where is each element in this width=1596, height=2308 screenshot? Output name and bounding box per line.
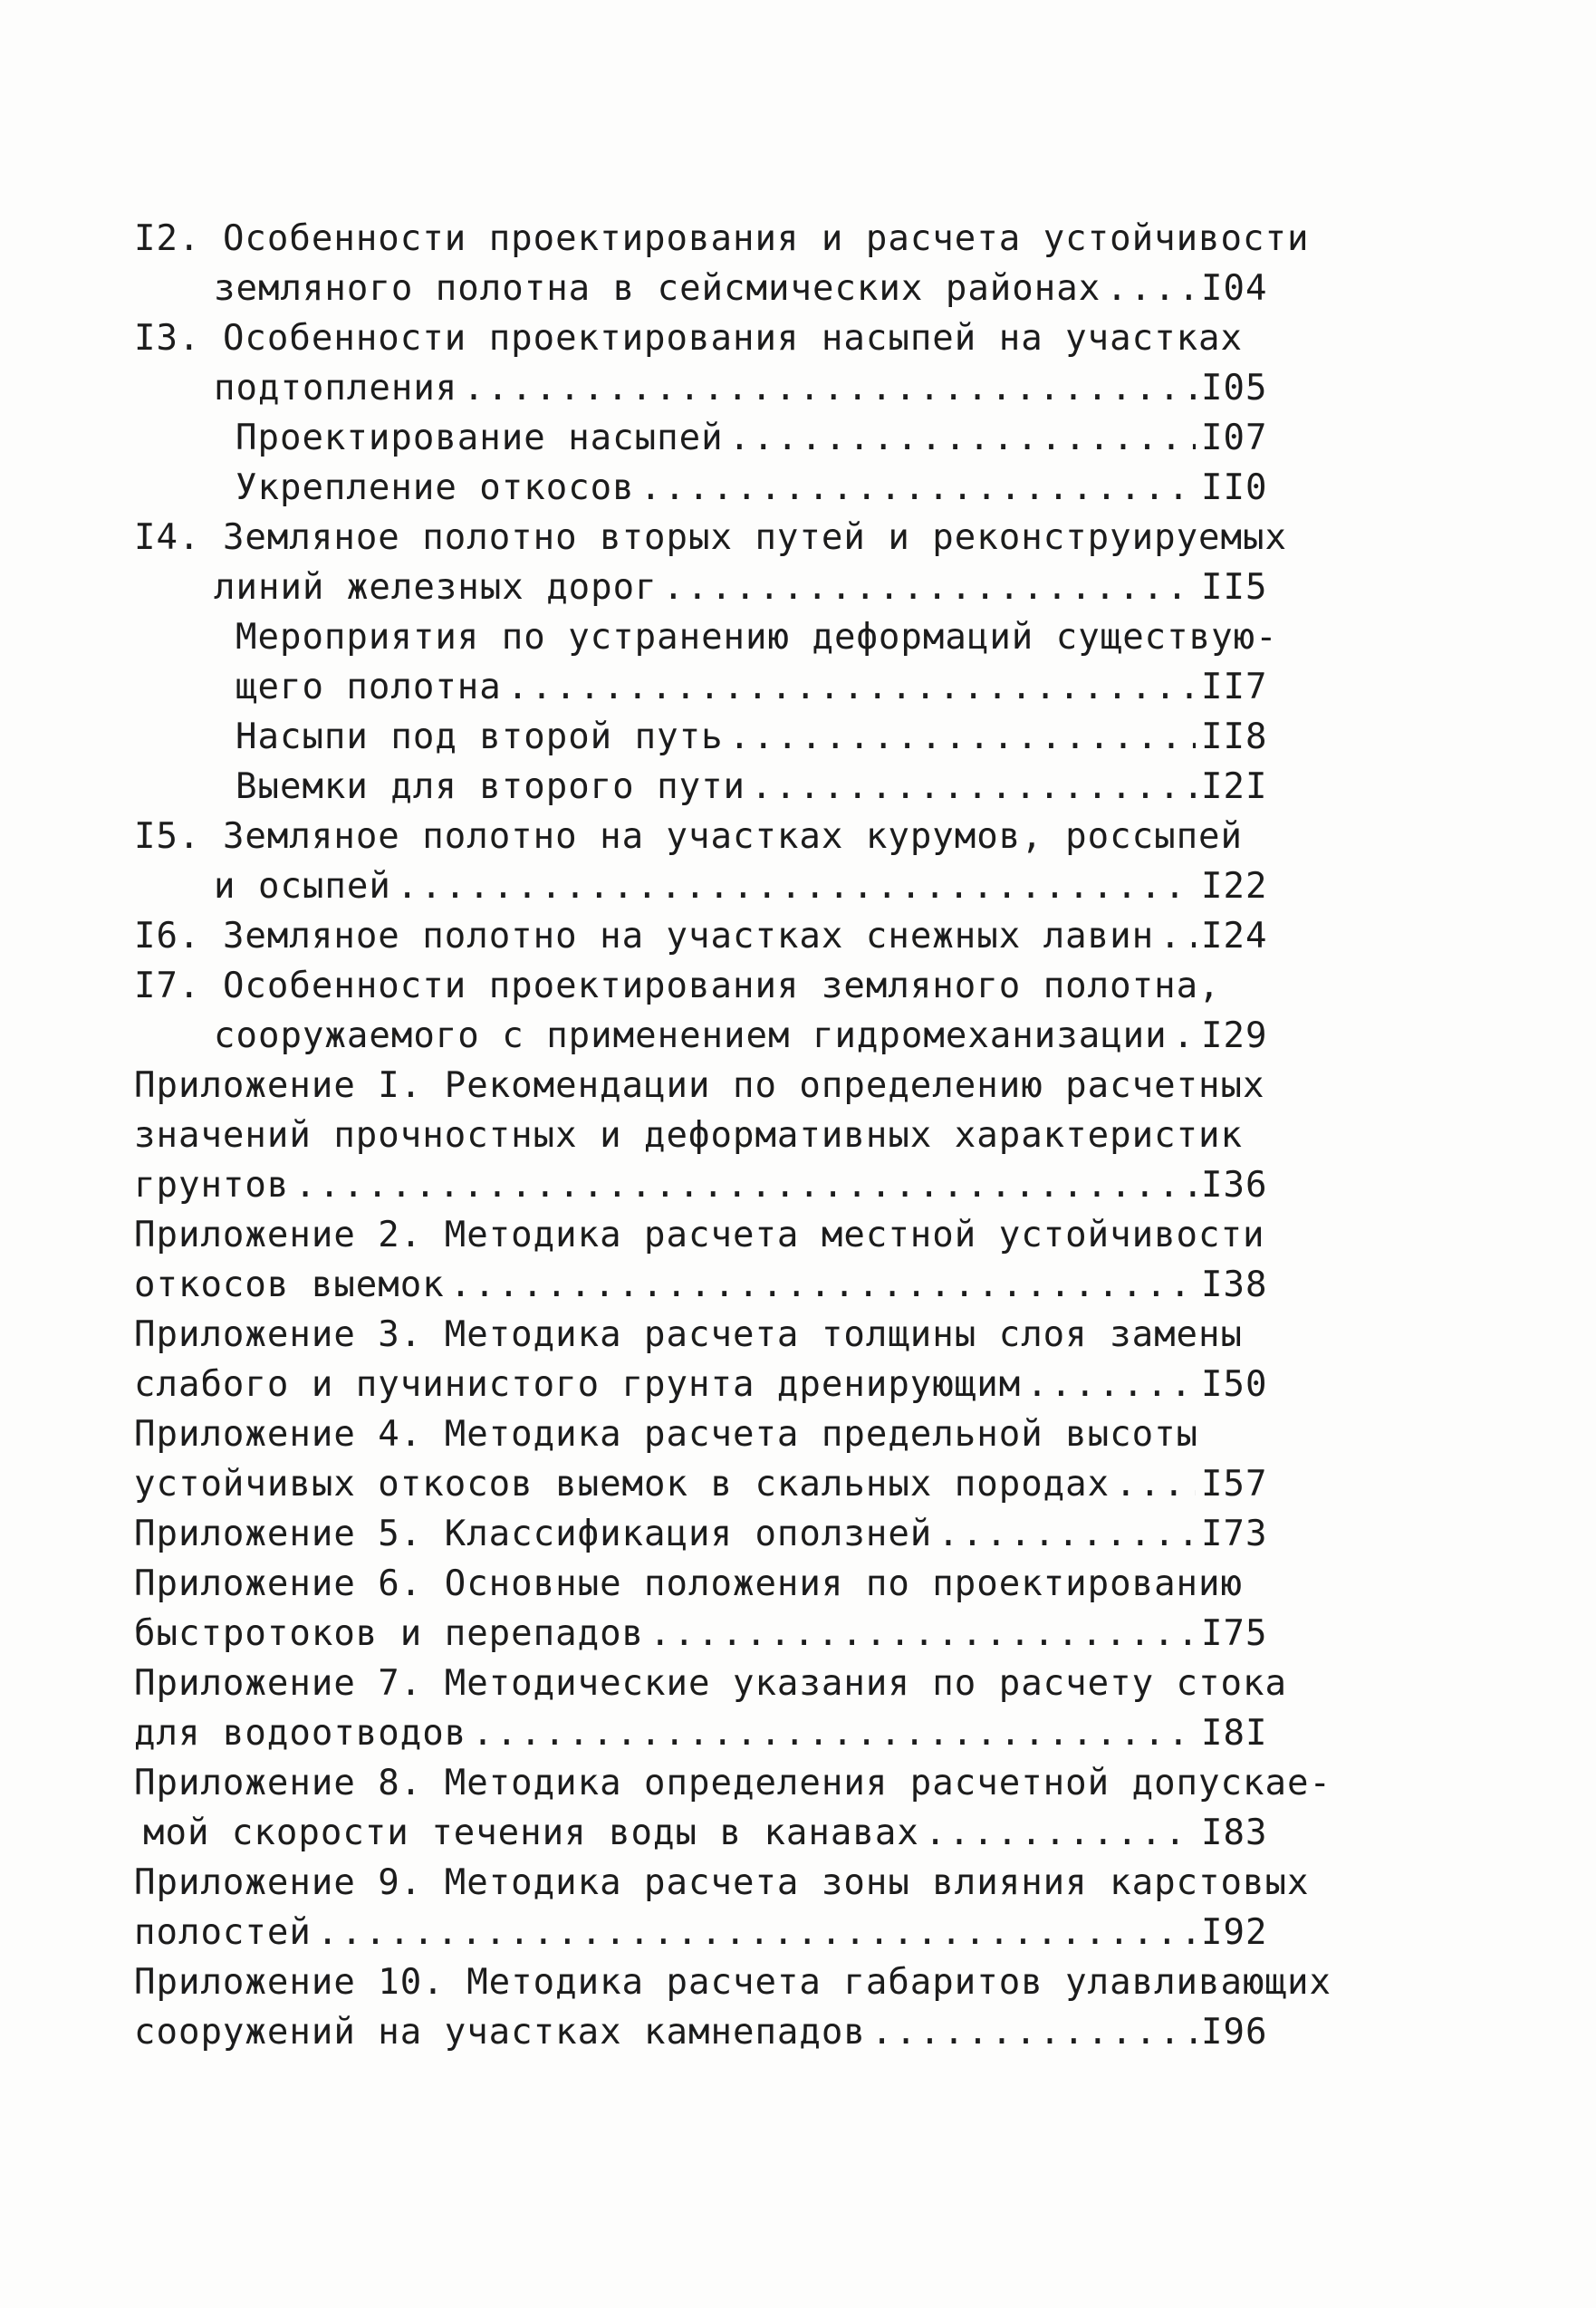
toc-entry-row: [134, 264, 1284, 313]
toc-entry-number: I2.: [134, 218, 201, 259]
dot-leader: [397, 861, 1196, 911]
page-number: II8: [1201, 716, 1268, 757]
toc-entry-line: [134, 1409, 1284, 1459]
toc-entry-line: [134, 812, 1284, 861]
toc-entry-row: [134, 662, 1284, 712]
toc-entry-text: Земляное полотно на участках снежных лавин: [222, 916, 1155, 957]
page-number: I92: [1201, 1912, 1268, 1953]
toc-entry-text: устойчивых откосов выемок в скальных породах: [134, 1464, 1110, 1505]
toc-entry-number: I3.: [134, 318, 201, 359]
toc-entry-text: Приложение 9. Методика расчета зоны влияния карстовых: [134, 1862, 1310, 1903]
toc-entry-row: [134, 1459, 1284, 1509]
toc-entry-text: Земляное полотно вторых путей и реконструируемых: [222, 517, 1287, 558]
toc-entry-row: [134, 1609, 1284, 1659]
toc-entry-line: [134, 214, 1310, 264]
page-number: I36: [1201, 1165, 1268, 1206]
toc-entry-line: [134, 612, 1284, 662]
toc-entry: [134, 1758, 1332, 1858]
toc-entry-row: [134, 2007, 1284, 2057]
toc-entry-row: [134, 1160, 1284, 1210]
toc-entry: [134, 961, 1284, 1061]
page-number: I96: [1201, 2012, 1268, 2053]
toc-entry-number: I4.: [134, 517, 201, 558]
toc-entry-line: [134, 313, 1284, 363]
toc-entry-row: [134, 1908, 1284, 1957]
dot-leader: [640, 463, 1196, 513]
toc-entry: [134, 812, 1284, 911]
toc-entry-text: Мероприятия по устранению деформаций существую-: [236, 617, 1278, 658]
toc-entry-line: [134, 1858, 1310, 1908]
toc-entry-text: Насыпи под второй путь: [236, 716, 724, 757]
toc-entry-line: [134, 961, 1284, 1011]
toc-entry-row: [134, 1011, 1284, 1061]
toc-entry: [134, 762, 1284, 812]
toc-entry-text: быстротоков и перепадов: [134, 1613, 645, 1654]
dot-leader: [294, 1160, 1196, 1210]
toc-entry: [134, 1858, 1310, 1957]
toc-entry-number: I6.: [134, 916, 201, 957]
toc-entry-number: I7.: [134, 966, 201, 1006]
dot-leader: [1159, 911, 1196, 961]
toc-entry-text: Особенности проектирования земляного полотна,: [222, 966, 1221, 1006]
toc-entry-text: Приложение 5. Классификация оползней: [134, 1514, 933, 1554]
toc-entry-text: Проектирование насыпей: [236, 418, 724, 458]
toc-entry-text: Приложение 4. Методика расчета предельной высоты: [134, 1414, 1199, 1455]
dot-leader: [925, 1808, 1196, 1858]
table-of-contents: [134, 214, 1332, 2057]
dot-leader: [649, 1609, 1196, 1659]
dot-leader: [317, 1908, 1196, 1957]
toc-entry-line: [134, 1061, 1284, 1111]
toc-entry-text: откосов выемок: [134, 1265, 445, 1305]
toc-entry-text: значений прочностных и деформативных характеристик: [134, 1115, 1243, 1156]
toc-entry-text: слабого и пучинистого грунта дренирующим: [134, 1364, 1022, 1405]
page-number: I29: [1201, 1015, 1268, 1056]
toc-entry: [134, 513, 1287, 612]
toc-entry: [134, 1310, 1284, 1409]
page-number: I83: [1201, 1813, 1268, 1853]
toc-entry-row: [134, 463, 1284, 513]
toc-entry-text: подтопления: [214, 368, 458, 409]
page-number: I38: [1201, 1265, 1268, 1305]
toc-entry-row: [134, 363, 1284, 413]
toc-entry-line: [134, 1659, 1287, 1708]
toc-entry-row: [134, 1260, 1284, 1310]
dot-leader: [450, 1260, 1196, 1310]
toc-entry-text: Особенности проектирования и расчета устойчивости: [222, 218, 1310, 259]
toc-entry-text: сооружений на участках камнепадов: [134, 2012, 866, 2053]
toc-entry-line: [134, 1758, 1332, 1808]
toc-entry-text: и осыпей: [214, 866, 391, 907]
toc-entry: [134, 1659, 1287, 1758]
toc-entry: [134, 1559, 1284, 1659]
dot-leader: [1106, 264, 1196, 313]
toc-entry-line: [134, 1310, 1284, 1360]
toc-entry-row: [134, 1808, 1284, 1858]
toc-entry: [134, 1061, 1284, 1210]
toc-entry-number: I5.: [134, 816, 201, 857]
toc-entry-text: Приложение 6. Основные положения по проектированию: [134, 1563, 1243, 1604]
dot-leader: [472, 1708, 1196, 1758]
toc-entry-text: полостей: [134, 1912, 312, 1953]
toc-entry-row: [134, 1509, 1284, 1559]
toc-entry-text: щего полотна: [236, 667, 502, 707]
toc-entry-text: Особенности проектирования насыпей на участках: [222, 318, 1244, 359]
dot-leader: [729, 413, 1196, 463]
toc-entry-line: [134, 1957, 1332, 2007]
page-number: I50: [1201, 1364, 1268, 1405]
toc-entry-row: [134, 712, 1284, 762]
toc-entry: [134, 463, 1284, 513]
toc-entry: [134, 1409, 1284, 1509]
toc-entry: [134, 1210, 1284, 1310]
toc-entry-line: [134, 1559, 1284, 1609]
page-number: I8I: [1201, 1713, 1268, 1754]
toc-entry: [134, 214, 1310, 313]
page-number: I57: [1201, 1464, 1268, 1505]
page-number: I05: [1201, 368, 1268, 409]
toc-entry-text: земляного полотна в сейсмических районах: [214, 268, 1101, 309]
dot-leader: [1026, 1360, 1196, 1409]
toc-entry-text: сооружаемого с применением гидромеханизации: [214, 1015, 1168, 1056]
dot-leader: [937, 1509, 1196, 1559]
toc-entry-text: Приложение 2. Методика расчета местной устойчивости: [134, 1215, 1265, 1255]
toc-entry-text: грунтов: [134, 1165, 290, 1206]
toc-entry-text: Выемки для второго пути: [236, 766, 746, 807]
page-number: II5: [1201, 567, 1268, 608]
toc-entry-row: [134, 1708, 1284, 1758]
page-number: I75: [1201, 1613, 1268, 1654]
page-number: II7: [1201, 667, 1268, 707]
toc-entry-row: [134, 413, 1284, 463]
page-number: I04: [1201, 268, 1268, 309]
toc-entry-row: [134, 861, 1284, 911]
dot-leader: [507, 662, 1196, 712]
page-number: II0: [1201, 467, 1268, 508]
toc-entry-text: мой скорости течения воды в канавах: [143, 1813, 919, 1853]
toc-entry: [134, 712, 1284, 762]
toc-entry-text: для водоотводов: [134, 1713, 467, 1754]
page-number: I24: [1201, 916, 1268, 957]
page-number: I07: [1201, 418, 1268, 458]
toc-entry-text: Земляное полотно на участках курумов, россыпей: [222, 816, 1244, 857]
page-number: I73: [1201, 1514, 1268, 1554]
toc-entry-text: Приложение I. Рекомендации по определению расчетных: [134, 1065, 1265, 1106]
toc-entry-text: Приложение 7. Методические указания по расчету стока: [134, 1663, 1287, 1704]
toc-entry-text: Приложение 10. Методика расчета габаритов улавливающих: [134, 1962, 1332, 2003]
toc-entry-row: [134, 762, 1284, 812]
toc-entry-row: [134, 1360, 1284, 1409]
toc-entry-text: Приложение 3. Методика расчета толщины слоя замены: [134, 1314, 1243, 1355]
dot-leader: [1173, 1011, 1196, 1061]
dot-leader: [663, 563, 1196, 612]
page-number: I22: [1201, 866, 1268, 907]
toc-entry-text: Приложение 8. Методика определения расчетной допускае-: [134, 1763, 1332, 1803]
toc-entry: [134, 911, 1284, 961]
dot-leader: [751, 762, 1196, 812]
toc-entry: [134, 1957, 1332, 2057]
toc-entry-row: [134, 911, 1284, 961]
toc-entry: [134, 1509, 1284, 1559]
toc-entry-line: [134, 513, 1287, 563]
toc-entry-line: [134, 1111, 1284, 1160]
toc-entry-text: Укрепление откосов: [236, 467, 635, 508]
dot-leader: [463, 363, 1196, 413]
dot-leader: [871, 2007, 1196, 2057]
page-number: I2I: [1201, 766, 1268, 807]
toc-entry-line: [134, 1210, 1284, 1260]
toc-entry: [134, 612, 1284, 712]
toc-entry: [134, 313, 1284, 413]
dot-leader: [729, 712, 1196, 762]
toc-entry-row: [134, 563, 1284, 612]
toc-entry: [134, 413, 1284, 463]
dot-leader: [1115, 1459, 1196, 1509]
toc-entry-text: линий железных дорог: [214, 567, 658, 608]
